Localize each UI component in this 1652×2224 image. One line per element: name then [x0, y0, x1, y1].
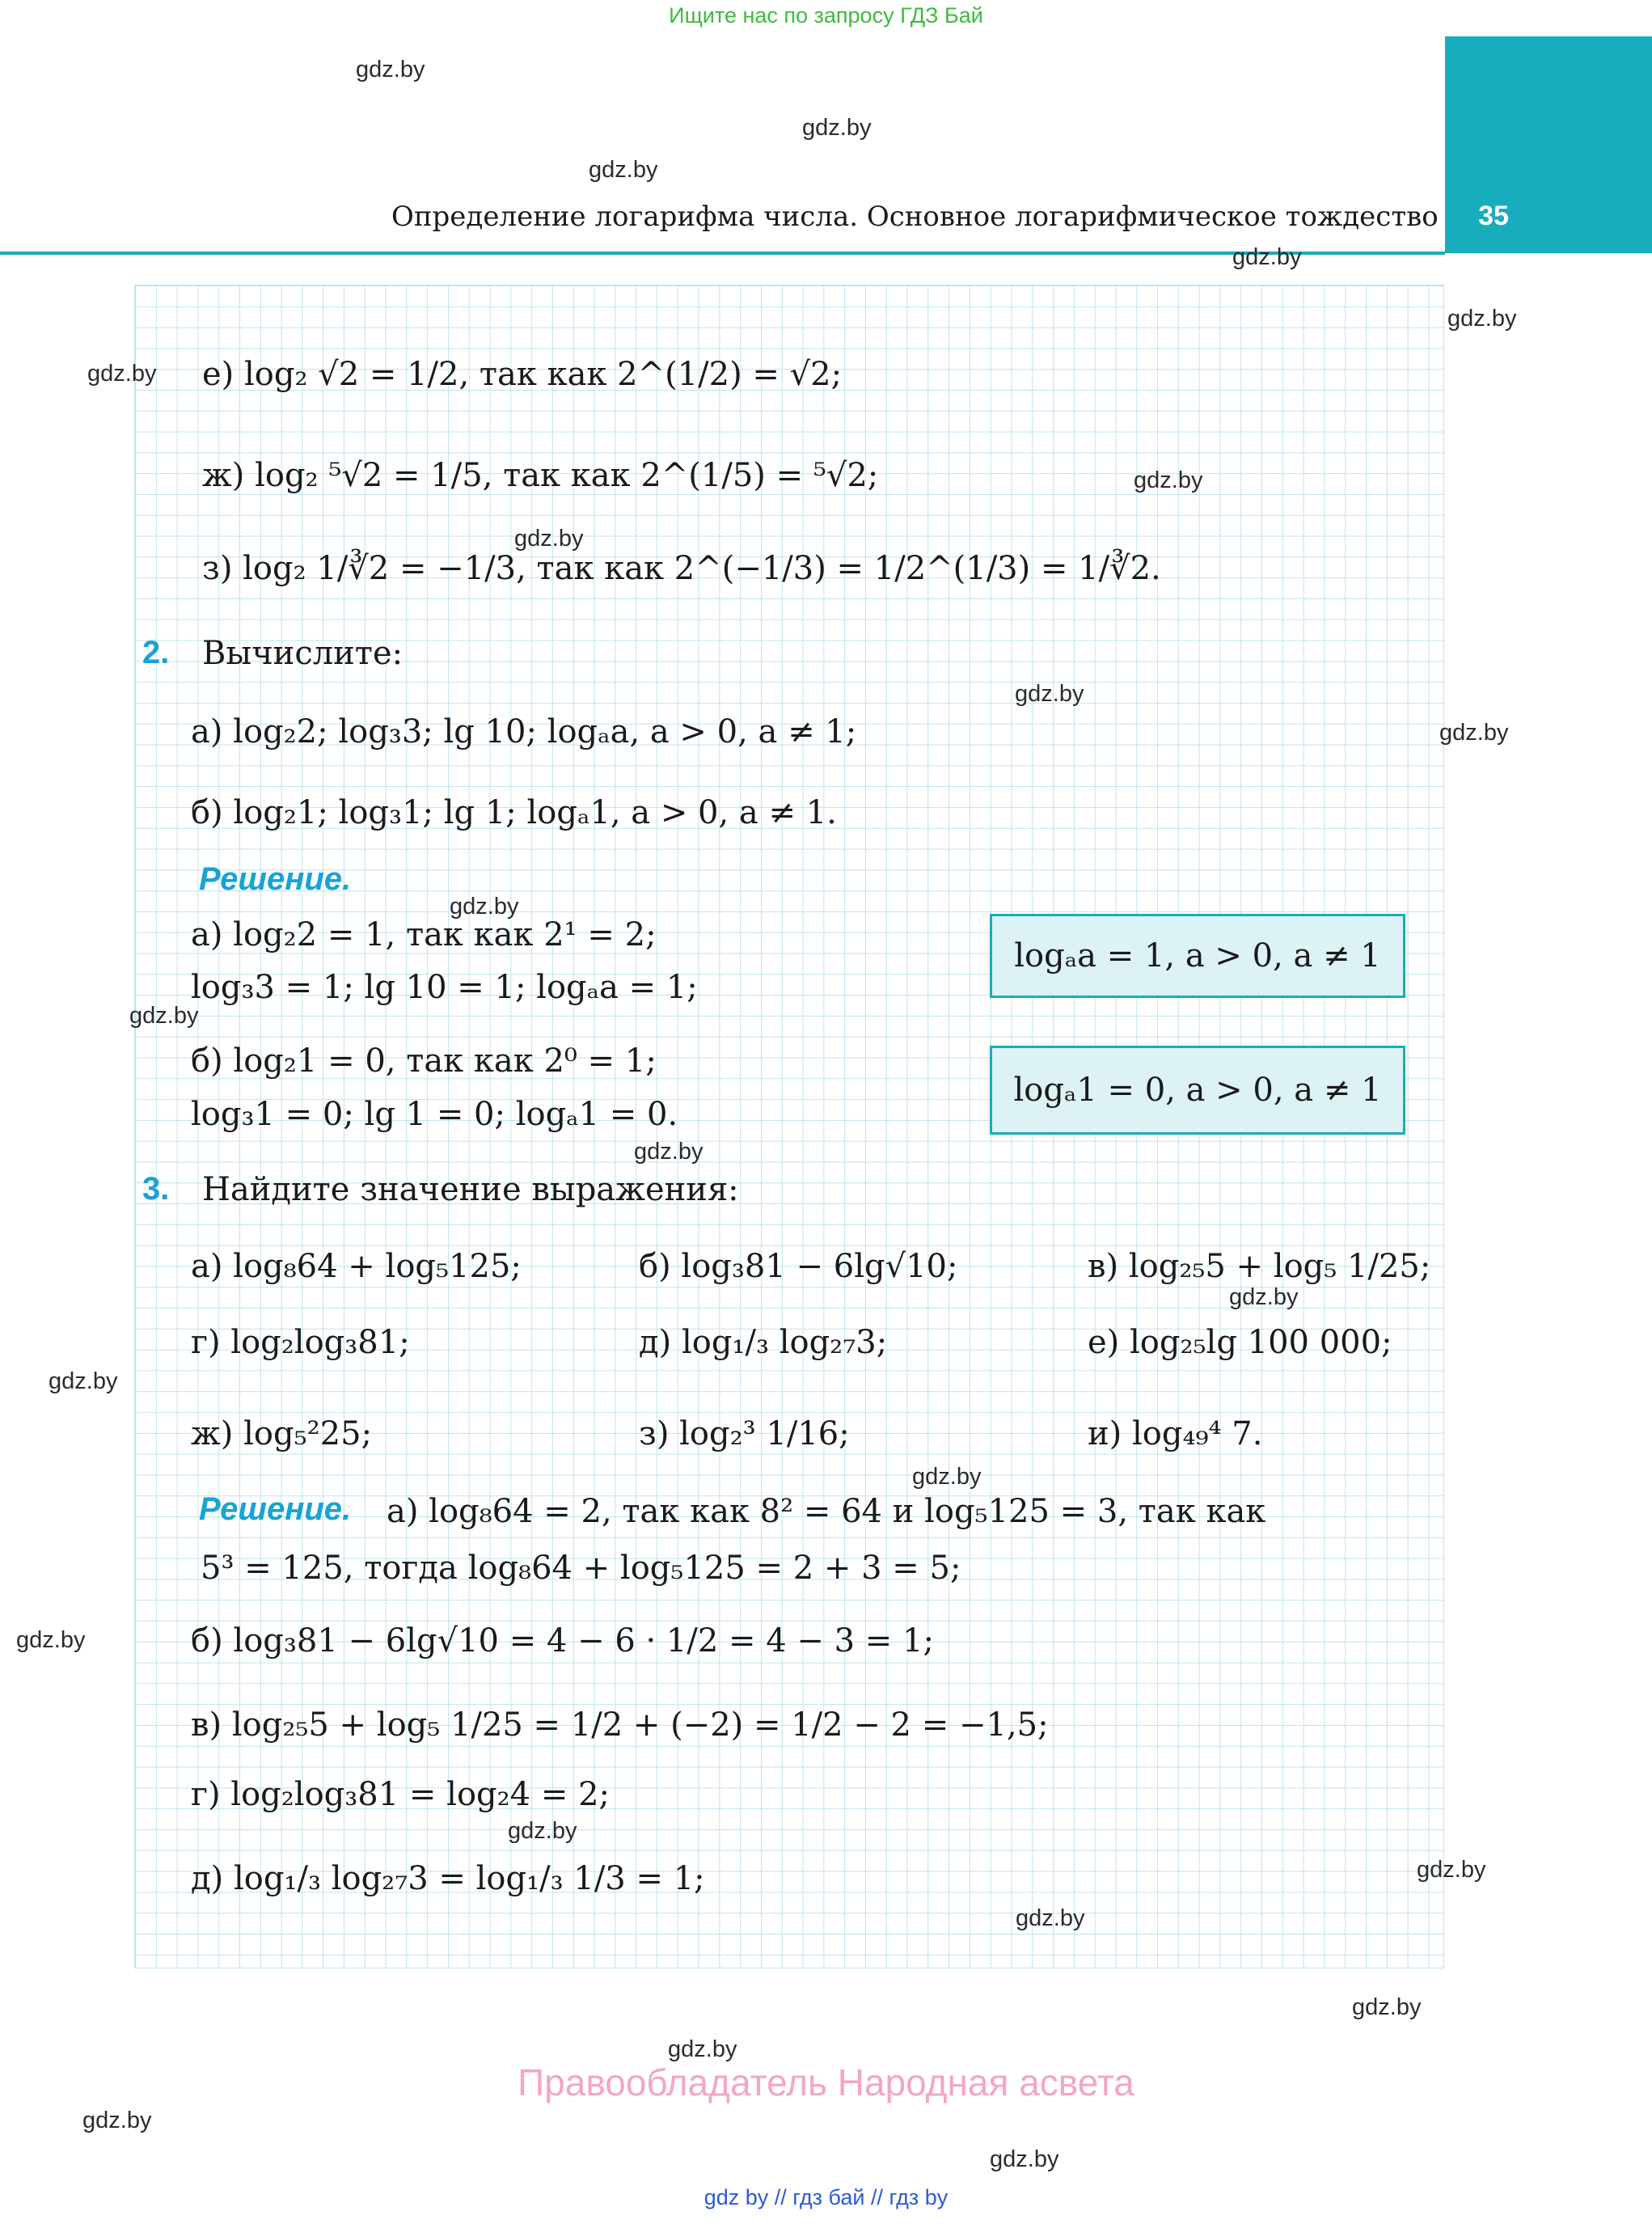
watermark: gdz.by — [1016, 1905, 1085, 1931]
task-2-solution-label: Решение. — [199, 861, 352, 897]
task-3-solution-v: в) log₂₅5 + log₅ 1/25 = 1/2 + (−2) = 1/2 − 2 = −1,5; — [191, 1706, 1049, 1744]
task-3-item-i: и) log₄₉⁴ 7. — [1088, 1415, 1263, 1452]
task-3-item-d: д) log₁/₃ log₂₇3; — [639, 1324, 888, 1361]
example-zh-line: ж) log₂ ⁵√2 = 1/5, так как 2^(1/5) = ⁵√2; — [202, 457, 879, 494]
watermark: gdz.by — [1439, 720, 1509, 746]
task-3-item-b: б) log₃81 − 6lg√10; — [639, 1248, 958, 1285]
task-3-item-a: а) log₈64 + log₅125; — [191, 1248, 522, 1285]
task-3-solution-a1: а) log₈64 = 2, так как 8² = 64 и log₅125 = 3, так как — [387, 1493, 1266, 1530]
task-2-solution-a2: log₃3 = 1; lg 10 = 1; logₐa = 1; — [191, 969, 698, 1006]
task-2-solution-b1: б) log₂1 = 0, так как 2⁰ = 1; — [191, 1042, 657, 1080]
watermark: gdz.by — [1134, 467, 1203, 493]
task-2-solution-b2: log₃1 = 0; lg 1 = 0; logₐ1 = 0. — [191, 1096, 678, 1133]
task-3-item-z: з) log₂³ 1/16; — [639, 1415, 850, 1452]
watermark: gdz.by — [1015, 681, 1084, 707]
task-3-item-v: в) log₂₅5 + log₅ 1/25; — [1088, 1248, 1431, 1285]
watermark: gdz.by — [508, 1818, 577, 1844]
page-number: 35 — [1478, 201, 1509, 231]
watermark: gdz.by — [1232, 244, 1302, 270]
example-z-line: з) log₂ 1/∛2 = −1/3, так как 2^(−1/3) = 1/2^(1/3) = 1/∛2. — [202, 550, 1161, 587]
task-3-number: 3. — [142, 1171, 170, 1207]
task-3-title: Найдите значение выражения: — [202, 1171, 739, 1208]
watermark: gdz.by — [912, 1464, 982, 1490]
formula-box-log-a-1 — [990, 1046, 1405, 1135]
task-3-solution-a2: 5³ = 125, тогда log₈64 + log₅125 = 2 + 3 = 5; — [201, 1550, 961, 1587]
watermark: gdz.by — [49, 1368, 118, 1394]
formula-box-log-a-a — [990, 914, 1405, 998]
task-2-item-b: б) log₂1; log₃1; lg 1; logₐ1, a > 0, a ≠ 1. — [191, 794, 837, 831]
task-2-solution-a1: а) log₂2 = 1, так как 2¹ = 2; — [191, 916, 657, 953]
watermark: gdz.by — [1352, 1994, 1422, 2020]
page-header-title: Определение логарифма числа. Основное логарифмическое тождество — [391, 201, 1439, 233]
task-3-solution-g: г) log₂log₃81 = log₂4 = 2; — [191, 1776, 610, 1813]
watermark: gdz.by — [589, 157, 658, 183]
watermark: gdz.by — [450, 894, 519, 920]
watermark: gdz.by — [129, 1003, 199, 1029]
watermark: gdz.by — [668, 2036, 737, 2062]
header-divider — [0, 252, 1445, 255]
task-3-solution-b: б) log₃81 − 6lg√10 = 4 − 6 · 1/2 = 4 − 3 = 1; — [191, 1622, 934, 1660]
watermark: gdz.by — [802, 115, 872, 141]
task-3-solution-label: Решение. — [199, 1491, 352, 1527]
formula-box-log-a-a-text: logₐa = 1, a > 0, a ≠ 1 — [1014, 937, 1381, 975]
example-e-line: е) log₂ √2 = 1/2, так как 2^(1/2) = √2; — [202, 356, 843, 393]
watermark: gdz.by — [82, 2108, 152, 2133]
task-3-item-g: г) log₂log₃81; — [191, 1324, 410, 1361]
watermark: gdz.by — [16, 1627, 86, 1653]
watermark: gdz.by — [1229, 1284, 1299, 1310]
top-search-banner[interactable]: Ищите нас по запросу ГДЗ Бай — [669, 3, 983, 27]
watermark: gdz.by — [514, 526, 584, 552]
task-3-solution-d: д) log₁/₃ log₂₇3 = log₁/₃ 1/3 = 1; — [191, 1860, 705, 1897]
watermark: gdz.by — [1447, 306, 1517, 332]
copyright-notice: Правообладатель Народная асвета — [518, 2061, 1134, 2103]
task-3-item-zh: ж) log₅²25; — [191, 1415, 373, 1452]
watermark: gdz.by — [87, 361, 157, 387]
task-2-item-a: а) log₂2; log₃3; lg 10; logₐa, a > 0, a ≠ 1; — [191, 713, 857, 750]
task-2-title: Вычислите: — [202, 635, 403, 672]
watermark: gdz.by — [634, 1139, 703, 1165]
watermark: gdz.by — [990, 2146, 1059, 2172]
footer-links[interactable]: gdz by // гдз бай // гдз by — [703, 2185, 949, 2209]
watermark: gdz.by — [356, 57, 425, 82]
formula-box-log-a-1-text: logₐ1 = 0, a > 0, a ≠ 1 — [1013, 1072, 1382, 1109]
task-3-item-e: е) log₂₅lg 100 000; — [1088, 1324, 1392, 1361]
task-2-number: 2. — [142, 635, 170, 670]
watermark: gdz.by — [1417, 1857, 1486, 1883]
